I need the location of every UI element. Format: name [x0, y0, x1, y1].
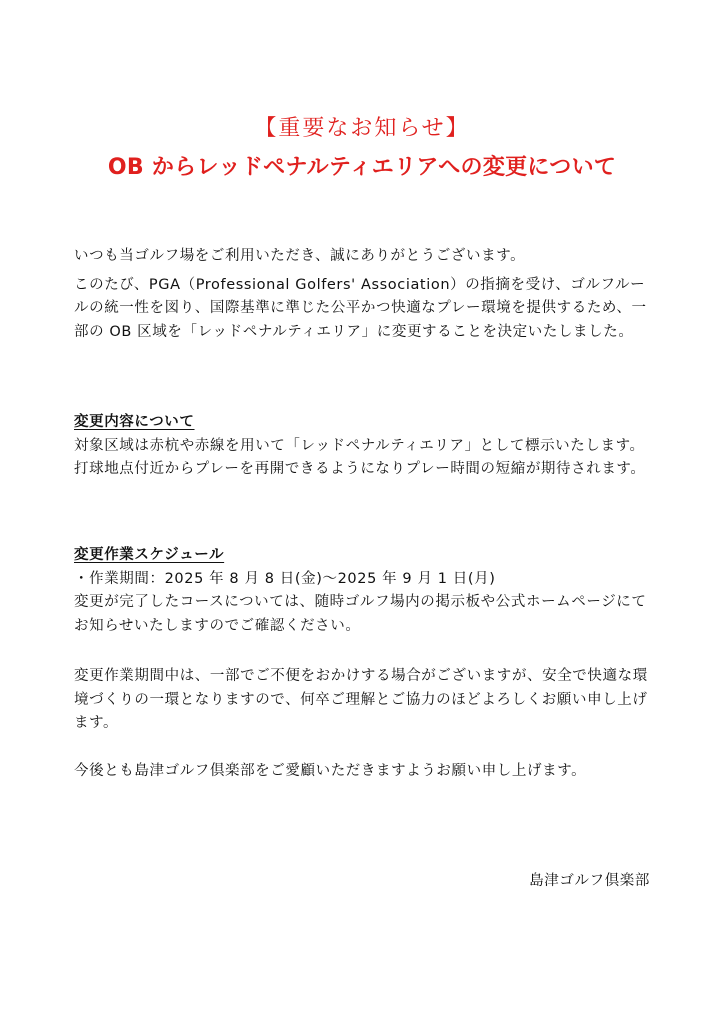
notice-title: OB からレッドペナルティエリアへの変更について: [107, 155, 617, 180]
intro-section: [74, 245, 652, 344]
changes-body: 対象区域は赤杭や赤線を用いて「レッドペナルティエリア」として標示いたします。打球地点付近からプレーを再開できるようになりプレー時間の短縮が期待されます。: [74, 437, 646, 477]
schedule-period: ・作業期間：2025 年 8 月 8 日(金)～2025 年 9 月 1 日(月): [74, 570, 496, 587]
changes-section: [74, 411, 652, 482]
regards-paragraph: [74, 760, 652, 784]
intro-paragraph: このたび、PGA（Professional Golfers' Association）の指摘を受け、ゴルフルールの統一性を図り、国際基準に準じた公平かつ快適なプレー環境を提供するため、一部の OB 区域を「レッドペナルティエリア」に変更することを決定いたしました。: [74, 276, 647, 340]
regards-text: 今後とも島津ゴルフ倶楽部をご愛顧いただきますようお願い申し上げます。: [74, 763, 587, 779]
closing-paragraph: [74, 665, 652, 736]
closing-text: 変更作業期間中は、一部でご不便をおかけする場合がございますが、安全で快適な環境づくりの一環となりますので、何卒ご理解とご協力のほどよろしくお願い申し上げます。: [74, 668, 648, 731]
greeting-line: いつも当ゴルフ場をご利用いただき、誠にありがとうございます。: [74, 248, 526, 264]
changes-heading: 変更内容について: [74, 414, 195, 430]
schedule-body: 変更が完了したコースについては、随時ゴルフ場内の掲示板や公式ホームページにてお知らせいたしますのでご確認ください。: [74, 594, 647, 634]
schedule-heading: 変更作業スケジュール: [74, 547, 225, 563]
notice-label: 【重要なお知らせ】: [254, 116, 470, 141]
signature: 島津ゴルフ倶楽部: [529, 873, 650, 889]
schedule-section: [74, 544, 652, 638]
